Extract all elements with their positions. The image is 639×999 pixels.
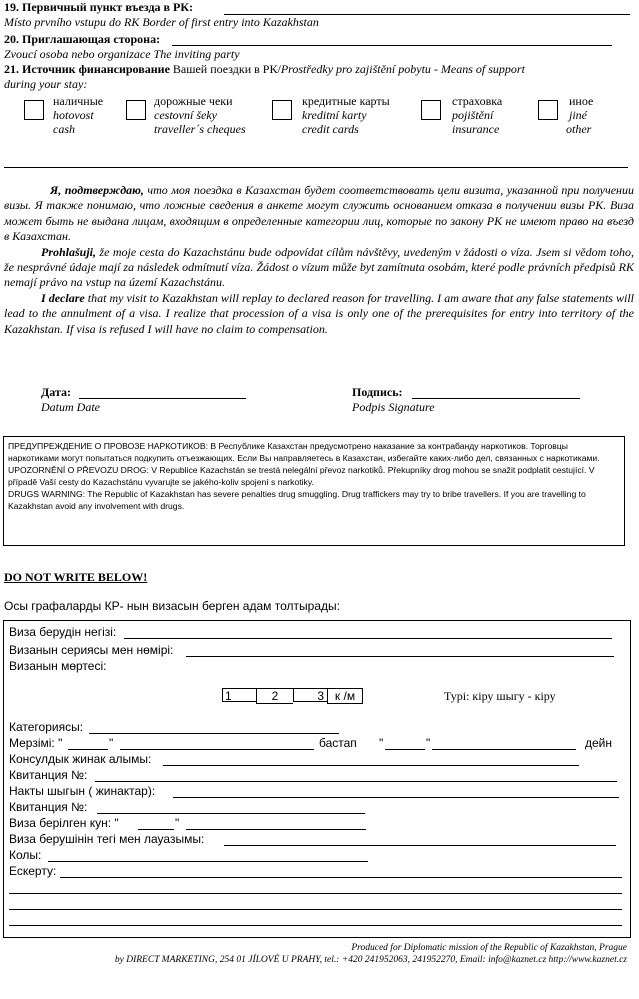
officer-signature-label: Колы:: [9, 848, 42, 862]
drugs-warning-box: [3, 436, 625, 546]
term-quote-2: ": [379, 736, 384, 750]
issued-quote: ": [175, 816, 180, 830]
issuer-label: Виза берушiнiн тегi мен лауазымы:: [9, 832, 205, 846]
q21-line2: during your stay:: [4, 77, 88, 91]
declaration-ru-lead: Я, подтверждаю,: [50, 183, 144, 197]
category-label: Категориясы:: [9, 720, 84, 734]
office-header: Осы графаларды КР- нын визасын берген адам толтырады:: [4, 599, 340, 613]
issued-date-line[interactable]: [186, 829, 366, 830]
receipt1-label: Квитанция №:: [9, 768, 88, 782]
visa-basis-label: Виза берудiн негiзi:: [9, 625, 117, 639]
term-start-label: бастап: [319, 736, 357, 750]
entry-cell-3[interactable]: 3: [293, 688, 327, 702]
option-label-cz: pojištění: [452, 108, 494, 122]
footer-line-1: Produced for Diplomatic mission of the Republic of Kazakhstan, Prague: [351, 943, 627, 953]
q20-input-line[interactable]: [172, 45, 612, 46]
signature-subtitle: Podpis Signature: [352, 400, 435, 414]
q19-subtitle: Místo prvního vstupu do RK Border of first entry into Kazakhstan: [4, 15, 319, 29]
date-label: Дата:: [41, 385, 71, 399]
visa-basis-line[interactable]: [124, 638, 612, 639]
visa-series-line[interactable]: [186, 656, 614, 657]
date-subtitle: Datum Date: [41, 400, 100, 414]
term-quote-3: ": [426, 736, 431, 750]
q21-label: [4, 62, 525, 77]
visa-series-label: Визанын сериясы мен нөмiрi:: [9, 643, 174, 657]
option-label-cz: kreditní karty: [302, 108, 367, 122]
actual-fee-line[interactable]: [173, 797, 619, 798]
term-end-line[interactable]: [432, 749, 576, 750]
option-label-en: traveller´s cheques: [154, 122, 246, 136]
q21-title: 21. Источник финансирование: [4, 62, 170, 76]
q21-other-line[interactable]: [4, 167, 628, 168]
q19-label: 19. Первичный пункт въезда в РК:: [4, 0, 194, 14]
visa-stamp-label: Визанын мөртесi:: [9, 659, 107, 673]
checkbox-other[interactable]: [538, 100, 558, 120]
option-label-en: other: [566, 122, 592, 136]
receipt1-line[interactable]: [95, 781, 617, 782]
issuer-line[interactable]: [224, 845, 616, 846]
declaration-en-lead: I declare: [41, 290, 85, 305]
option-label-en: insurance: [452, 122, 500, 136]
drugs-warning-cz: UPOZORNĚNÍ O PŘEVOZU DROG: V Republice Kazachstán se trestá nelegální převoz narkotiků. Překupníky drog mohou se snažit podplatit cestující. V případě Vaší cesty do Kazachstánu vyvarujte se jakého-koliv spojení s narkotiky.: [8, 465, 595, 487]
checkbox-credit-cards[interactable]: [272, 100, 292, 120]
declaration-cz-lead: Prohlašuji,: [41, 244, 97, 259]
entry-cell-1[interactable]: 1: [222, 688, 256, 702]
receipt2-label: Квитанция №:: [9, 800, 88, 814]
option-label-cz: hotovost: [53, 108, 94, 122]
entry-cell-km[interactable]: к /м: [327, 688, 363, 704]
issued-date-label: Виза берiлген кун: ": [9, 816, 119, 830]
visa-entries-cells: [222, 688, 363, 703]
option-insurance: [452, 94, 502, 136]
consular-fee-line[interactable]: [163, 765, 579, 766]
checkbox-travellers-cheques[interactable]: [126, 100, 146, 120]
term-end-label: дейн: [585, 736, 613, 750]
q20-label: [4, 32, 160, 47]
term-label: Мерзiмi: ": [9, 736, 63, 750]
declaration: [4, 183, 634, 337]
consular-fee-label: Консулдык жинак алымы:: [9, 752, 152, 766]
declaration-en-text: that my visit to Kazakhstan will replay to declared reason for travelling. I am aware that any false statements will lead to the annulment of a visa. I realize that procession of a visa is only one of the prerequisites for entry into territory of the Kazakhstan. If visa is refused I will have no claim to compensation.: [4, 290, 634, 336]
term-end-day-line[interactable]: [385, 749, 425, 750]
checkbox-insurance[interactable]: [421, 100, 441, 120]
term-start-line[interactable]: [120, 749, 314, 750]
q20-subtitle: Zvoucí osoba nebo organizace The inviting party: [4, 47, 240, 61]
category-line[interactable]: [89, 733, 339, 734]
officer-signature-line[interactable]: [48, 861, 368, 862]
q21-text: Вашей поездки в РК/: [169, 62, 281, 76]
option-cash: [53, 94, 103, 136]
actual-fee-label: Накты шыгын ( жинактар):: [9, 784, 156, 798]
option-label-ru: кредитные карты: [302, 94, 390, 108]
option-travellers-cheques: [154, 94, 246, 136]
signature-input-line[interactable]: [412, 398, 580, 399]
entry-cell-2[interactable]: 2: [256, 688, 293, 704]
drugs-warning-ru: ПРЕДУПРЕЖДЕНИЕ О ПРОВОЗЕ НАРКОТИКОВ: В Республике Казахстан предусмотрено наказание за контрабанду наркотиков. Торговцы наркотиками могут попытаться подкупить отъезжающих. Если Вы направляетесь в Казахстан, избегайте каких-либо дел, связанных с наркотиками.: [8, 441, 600, 463]
term-quote-1: ": [109, 736, 114, 750]
note-line-3[interactable]: [9, 909, 622, 910]
declaration-cz-text: že moje cesta do Kazachstánu bude odpovídat cílům návštěvy, uvedeným v žádosti o víza. Jsem si vědom toho, že nesprávné údaje mají za následek odmítnutí víza. Žádost o vízum může byt zamítnuta osobám, které podle právních předpisů RK nemají právo na vstup na území Kazachstánu.: [4, 244, 634, 290]
q20-number: 20: [4, 32, 16, 46]
term-row: [9, 736, 62, 750]
q21-text-italic: Prostředky pro zajištění pobytu - Means of support: [280, 62, 525, 76]
checkbox-cash[interactable]: [24, 100, 44, 120]
note-line-4[interactable]: [9, 925, 622, 926]
option-label-cz: cestovní šeky: [154, 108, 217, 122]
note-line-1[interactable]: [60, 877, 622, 878]
date-input-line[interactable]: [79, 398, 246, 399]
option-label-ru: наличные: [53, 94, 104, 108]
option-label-ru: иное: [569, 94, 594, 108]
term-start-day-line[interactable]: [68, 749, 108, 750]
option-label-ru: страховка: [452, 94, 503, 108]
note-line-2[interactable]: [9, 893, 622, 894]
signature-label: Подпись:: [352, 385, 403, 399]
option-label-en: cash: [53, 122, 75, 136]
option-label-ru: дорожные чеки: [154, 94, 233, 108]
q20-title: . Приглашающая сторона:: [16, 32, 161, 46]
option-credit-cards: [302, 94, 390, 136]
issued-day-line[interactable]: [138, 829, 174, 830]
note-label: Ескерту:: [9, 864, 57, 878]
visa-type: Турi: кiру шыгу - кiру: [444, 689, 556, 703]
declaration-ru-text: что моя поездка в Казахстан будет соответствовать цели визита, указанной при получении визы. Я также понимаю, что ложные сведения в анкете могут служить основанием отказа в получении визы РК. Виза может быть не выдана лицам, входящим в определенные категории лиц, которые по закону РК не имеют право на въезд в Казахстан.: [4, 183, 635, 244]
option-label-en: credit cards: [302, 122, 359, 136]
footer-line-2: by DIRECT MARKETING, 254 01 JÍLOVÉ U PRAHY, tel.: +420 241952063, 241952270, Email: info@kaznet.cz http://www.kaznet.cz: [114, 955, 627, 965]
do-not-write-heading: DO NOT WRITE BELOW!: [4, 570, 148, 584]
option-label-cz: jiné: [569, 108, 587, 122]
option-other: [566, 94, 593, 136]
receipt2-line[interactable]: [97, 813, 365, 814]
drugs-warning-en: DRUGS WARNING: The Republic of Kazakhstan has severe penalties drug smuggling. Drug traffickers may try to bribe travellers. If you are travelling to Kazakhstan avoid any involvement with drugs.: [8, 489, 586, 511]
